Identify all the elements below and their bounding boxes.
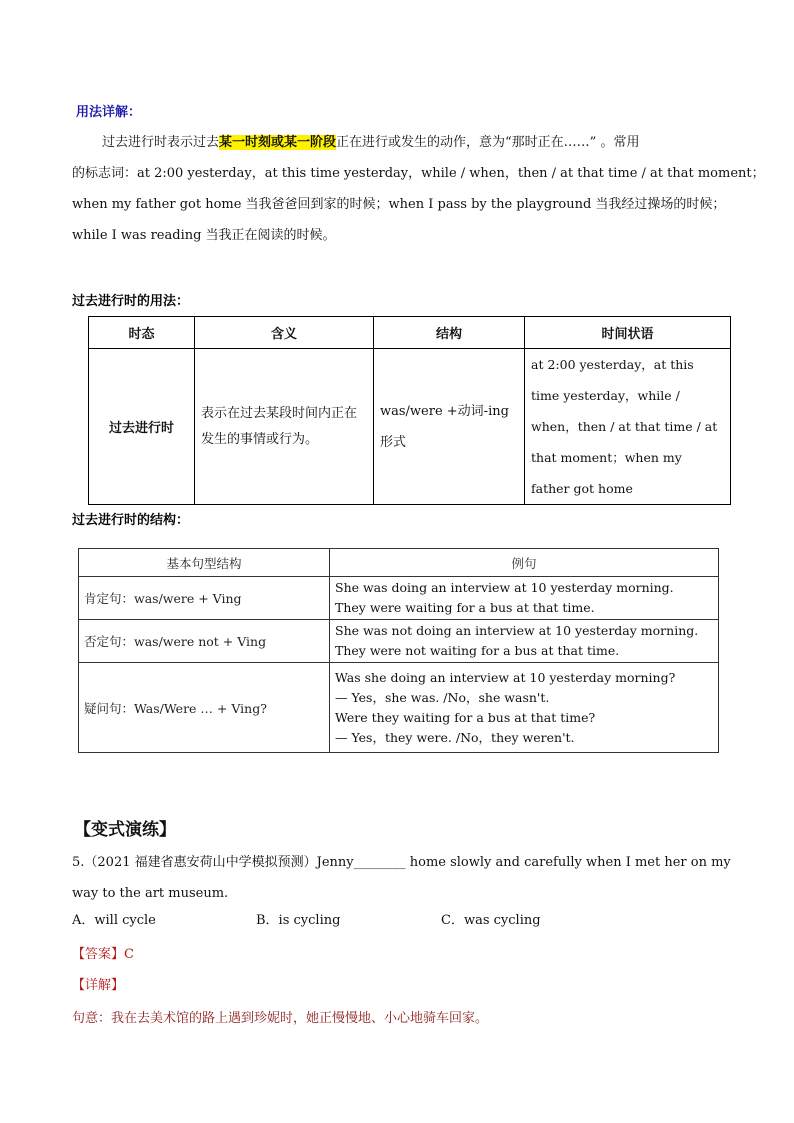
- answer-label: 【答案】: [72, 947, 125, 962]
- structure-table-header-row: [79, 549, 719, 577]
- usage-paragraph: [72, 127, 765, 251]
- example-line: Was she doing an interview at 10 yesterday morning?: [335, 669, 676, 685]
- question-line-2: way to the art museum.: [72, 886, 229, 901]
- header-time-adverbial: 时间状语: [525, 317, 731, 349]
- pattern-affirmative: 肯定句：was/were + Ving: [79, 577, 330, 620]
- header-structure: 结构: [374, 317, 525, 349]
- usage-line-1-pre: 过去进行时表示过去: [102, 135, 220, 150]
- highlighted-phrase: 某一时刻或某一阶段: [219, 135, 337, 150]
- question-line-1: 5.（2021 福建省惠安荷山中学模拟预测）Jenny________ home slowly and carefully when I met her on my: [72, 855, 731, 870]
- example-line: They were waiting for a bus at that time.: [335, 600, 595, 615]
- header-sentence-pattern: 基本句型结构: [79, 549, 330, 577]
- cell-time-adverbial: at 2:00 yesterday，at this time yesterday，while / when，then / at that time / at that moment；when my father got home: [525, 349, 731, 505]
- header-tense: 时态: [89, 317, 195, 349]
- example-affirmative: [330, 577, 719, 620]
- usage-line-4: while I was reading 当我正在阅读的时候。: [72, 228, 336, 243]
- option-a: A．will cycle: [72, 913, 156, 928]
- practice-title: 【变式演练】: [74, 820, 176, 840]
- structure-row-question: [79, 663, 719, 753]
- example-line: She was doing an interview at 10 yesterday morning.: [335, 580, 674, 595]
- header-meaning: 含义: [195, 317, 374, 349]
- usage-section-title: 用法详解：: [76, 105, 142, 120]
- cell-meaning: 表示在过去某段时间内正在发生的事情或行为。: [195, 349, 374, 505]
- usage-table-row: [89, 349, 731, 505]
- detail-label: [72, 970, 722, 1001]
- cell-structure: was/were +动词-ing 形式: [374, 349, 525, 505]
- answer-line: [72, 939, 722, 970]
- answer-value: C: [124, 947, 134, 962]
- example-line: They were not waiting for a bus at that time.: [335, 643, 620, 658]
- usage-line-1: [72, 127, 722, 158]
- pattern-question: 疑问句：Was/Were … + Ving?: [79, 663, 330, 753]
- option-b: B．is cycling: [256, 913, 341, 928]
- structure-table: [78, 548, 719, 753]
- detail-explanation: [72, 1003, 722, 1034]
- header-example: 例句: [330, 549, 719, 577]
- detail-text: 句意：我在去美术馆的路上遇到珍妮时，她正慢慢地、小心地骑车回家。: [72, 1011, 489, 1026]
- usage-line-1-post: 正在进行或发生的动作，意为“那时正在……” 。常用: [336, 135, 640, 150]
- example-line: She was not doing an interview at 10 yesterday morning.: [335, 623, 699, 638]
- example-line: — Yes，they were. /No，they weren't.: [335, 729, 575, 745]
- example-negative: [330, 620, 719, 663]
- pattern-negative: 否定句：was/were not + Ving: [79, 620, 330, 663]
- example-line: Were they waiting for a bus at that time?: [335, 709, 596, 725]
- option-c: C．was cycling: [441, 913, 541, 928]
- example-question: [330, 663, 719, 753]
- usage-table: [88, 316, 731, 505]
- detail-label-text: 【详解】: [72, 978, 125, 993]
- cell-tense: 过去进行时: [89, 349, 195, 505]
- usage-line-2: 的标志词：at 2:00 yesterday，at this time yesterday，while / when，then / at that time / at that moment；: [72, 166, 765, 181]
- usage-line-3: when my father got home 当我爸爸回到家的时候；when I pass by the playground 当我经过操场的时候；: [72, 197, 726, 212]
- structure-table-title: 过去进行时的结构：: [72, 513, 190, 528]
- question-5: [72, 847, 731, 909]
- example-line: — Yes，she was. /No，she wasn't.: [335, 689, 550, 705]
- usage-table-header-row: [89, 317, 731, 349]
- structure-row-negative: [79, 620, 719, 663]
- usage-table-title: 过去进行时的用法：: [72, 294, 190, 309]
- structure-row-affirmative: [79, 577, 719, 620]
